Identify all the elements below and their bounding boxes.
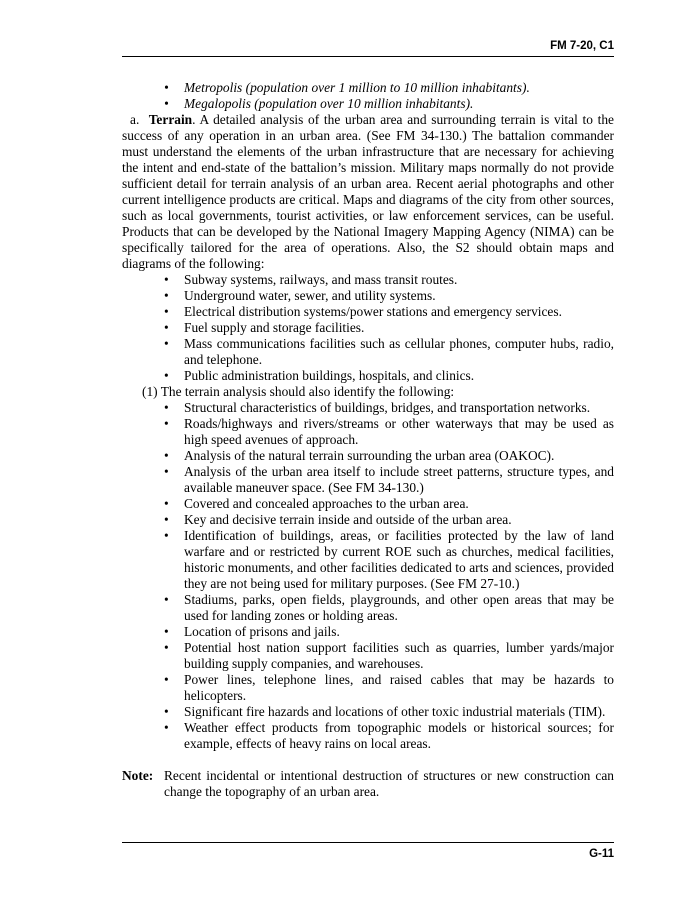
list-item-text: Key and decisive terrain inside and outside of the urban area. bbox=[184, 512, 512, 527]
document-id-header: FM 7-20, C1 bbox=[550, 40, 614, 52]
bullet-icon: • bbox=[164, 368, 169, 383]
list-item bbox=[122, 416, 614, 448]
list-item-text: Location of prisons and jails. bbox=[184, 624, 340, 639]
bullet-icon: • bbox=[164, 304, 169, 319]
note-label: Note: bbox=[122, 768, 154, 783]
note-block bbox=[122, 768, 614, 800]
paragraph-letter: a. bbox=[130, 112, 140, 127]
list-item bbox=[122, 624, 614, 640]
list-item bbox=[122, 96, 614, 112]
list-item bbox=[122, 640, 614, 672]
list-item-text: Weather effect products from topographic models or historical sources; for example, effects of heavy rains on local areas. bbox=[184, 720, 614, 751]
list-item-text: Identification of buildings, areas, or facilities protected by the law of land warfare and or restricted by current ROE such as churches, medical facilities, historic monuments, and other facilities dedicated to arts and sciences, provided they are not being used for military purposes. (See FM 27-10.) bbox=[184, 528, 614, 591]
bullet-icon: • bbox=[164, 592, 169, 607]
bullet-icon: • bbox=[164, 464, 169, 479]
list-item bbox=[122, 464, 614, 496]
list-item bbox=[122, 528, 614, 592]
list-item bbox=[122, 720, 614, 752]
list-item bbox=[122, 400, 614, 416]
bullet-icon: • bbox=[164, 272, 169, 287]
page-body bbox=[122, 80, 614, 800]
list-item-text: Fuel supply and storage facilities. bbox=[184, 320, 365, 335]
list-item-text: Analysis of the natural terrain surrounding the urban area (OAKOC). bbox=[184, 448, 555, 463]
list-item-text: Roads/highways and rivers/streams or other waterways that may be used as high speed avenues of approach. bbox=[184, 416, 614, 447]
bullet-icon: • bbox=[164, 512, 169, 527]
list-item-text: Metropolis (population over 1 million to 10 million inhabitants). bbox=[184, 80, 530, 95]
terrain-paragraph bbox=[122, 112, 614, 272]
list-item-text: Megalopolis (population over 10 million inhabitants). bbox=[184, 96, 474, 111]
bullet-icon: • bbox=[164, 448, 169, 463]
bullet-icon: • bbox=[164, 416, 169, 431]
maps-bullet-list bbox=[122, 272, 614, 384]
intro-bullet-list bbox=[122, 80, 614, 112]
list-item bbox=[122, 368, 614, 384]
identify-bullet-list bbox=[122, 400, 614, 752]
bullet-icon: • bbox=[164, 96, 169, 111]
list-item bbox=[122, 512, 614, 528]
footer-rule bbox=[122, 842, 614, 843]
list-item bbox=[122, 272, 614, 288]
note-text: Recent incidental or intentional destruction of structures or new construction can change the topography of an urban area. bbox=[164, 768, 614, 799]
bullet-icon: • bbox=[164, 336, 169, 351]
list-item bbox=[122, 672, 614, 704]
bullet-icon: • bbox=[164, 80, 169, 95]
list-item-text: Electrical distribution systems/power stations and emergency services. bbox=[184, 304, 562, 319]
list-item bbox=[122, 336, 614, 368]
paragraph-term: Terrain bbox=[148, 112, 193, 127]
list-item-text: Power lines, telephone lines, and raised cables that may be hazards to helicopters. bbox=[184, 672, 614, 703]
list-item-text: Mass communications facilities such as cellular phones, computer hubs, radio, and telephone. bbox=[184, 336, 614, 367]
header-rule bbox=[122, 56, 614, 57]
bullet-icon: • bbox=[164, 672, 169, 687]
bullet-icon: • bbox=[164, 624, 169, 639]
bullet-icon: • bbox=[164, 528, 169, 543]
bullet-icon: • bbox=[164, 720, 169, 735]
list-item bbox=[122, 592, 614, 624]
list-item-text: Potential host nation support facilities such as quarries, lumber yards/major building supply companies, and warehouses. bbox=[184, 640, 614, 671]
list-item bbox=[122, 496, 614, 512]
list-item-text: Significant fire hazards and locations of other toxic industrial materials (TIM). bbox=[184, 704, 606, 719]
bullet-icon: • bbox=[164, 704, 169, 719]
subparagraph-heading: (1) The terrain analysis should also identify the following: bbox=[142, 384, 455, 399]
bullet-icon: • bbox=[164, 400, 169, 415]
list-item bbox=[122, 320, 614, 336]
list-item-text: Covered and concealed approaches to the urban area. bbox=[184, 496, 469, 511]
paragraph-text: . A detailed analysis of the urban area and surrounding terrain is vital to the success of any operation in an urban area. (See FM 34-130.) The battalion commander must understand the elements of the urban infrastructure that are necessary for achieving the intent and end-state of the battalion’s mission. Military maps normally do not provide sufficient detail for terrain analysis of an urban area. Recent aerial photographs and other current intelligence products are critical. Maps and diagrams of the city from other sources, such as local governments, tourist activities, or law enforcement services, can be useful. Products that can be developed by the National Imagery Mapping Agency (NIMA) can be specifically tailored for the area of operations. Also, the S2 should obtain maps and diagrams of the following: bbox=[122, 112, 614, 271]
list-item bbox=[122, 304, 614, 320]
bullet-icon: • bbox=[164, 496, 169, 511]
list-item-text: Underground water, sewer, and utility systems. bbox=[184, 288, 436, 303]
page-number-footer: G-11 bbox=[589, 848, 614, 860]
list-item bbox=[122, 288, 614, 304]
list-item-text: Analysis of the urban area itself to include street patterns, structure types, and available maneuver space. (See FM 34-130.) bbox=[184, 464, 614, 495]
list-item-text: Public administration buildings, hospitals, and clinics. bbox=[184, 368, 475, 383]
list-item bbox=[122, 448, 614, 464]
bullet-icon: • bbox=[164, 320, 169, 335]
bullet-icon: • bbox=[164, 640, 169, 655]
list-item bbox=[122, 704, 614, 720]
list-item bbox=[122, 80, 614, 96]
list-item-text: Structural characteristics of buildings, bridges, and transportation networks. bbox=[184, 400, 591, 415]
list-item-text: Subway systems, railways, and mass transit routes. bbox=[184, 272, 458, 287]
list-item-text: Stadiums, parks, open fields, playgrounds, and other open areas that may be used for landing zones or holding areas. bbox=[184, 592, 614, 623]
bullet-icon: • bbox=[164, 288, 169, 303]
